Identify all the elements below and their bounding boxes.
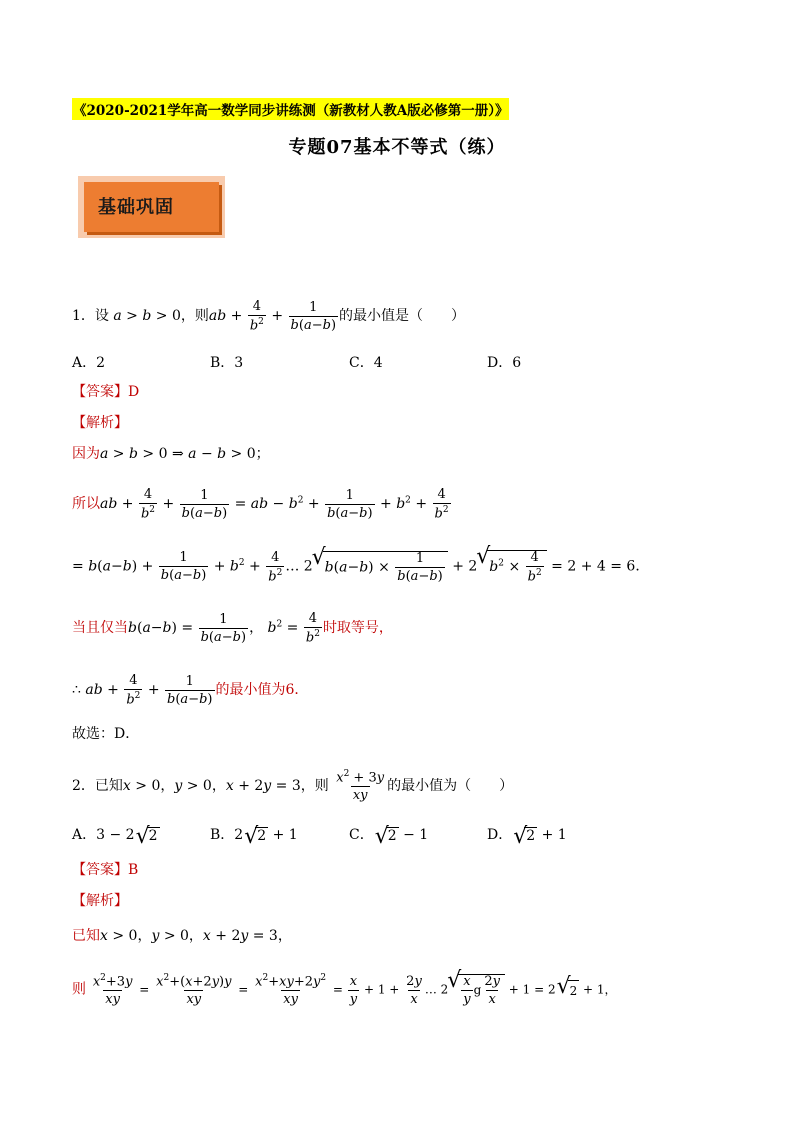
q1-equality-line: 当且仅当b(a−b) = $\frac{1}{b(a-b)}$ ， $b^2$ = $\frac{4}{b^2}$ 时取等号， [72,611,393,646]
q2-option-d: D．√ 2 + 1 [487,824,567,844]
q2-analysis-label: 【解析】 [72,893,128,909]
q1-because-word: 因为 [72,446,100,462]
page-title: 专题07基本不等式（练） [288,137,506,158]
q2-stem: 2．已知x > 0，y > 0，x + 2y = 3，则 $\frac{x^2 + 3y}{xy}$ 的最小值为（ ） [72,769,514,804]
q2-then-line: 则 $\frac{x^2+3y}{xy}$ = $\frac{x^2+(x+2y)y}{xy}$ = $\frac{x^2+xy+2y^2}{xy}$ = $\frac{x}{y}$ + 1 + $\frac{2y}{x}$ … 2 √ $\frac{x}{y}$ g $\frac{2y}{x}$ + 1 = 2√ 2 + 1， [72,974,617,1006]
section-badge [78,176,225,238]
q2-then-word: 则 [72,981,86,998]
q1-stem-prefix: 1．设 [72,308,109,325]
q1-equality-suffix: 时取等号， [322,620,393,637]
q1-conclusion-suffix: 的最小值为6． [215,682,309,699]
q2-option-c-label: C． [349,827,374,843]
q1-choose: 故选：D． [72,726,140,742]
q2-option-b: B．2√ 2 + 1 [210,824,298,844]
badge-label: 基础巩固 [98,197,174,218]
q2-option-d-label: D． [487,827,513,843]
q2-stem-prefix: 2．已知 [72,778,123,795]
q1-ineq-line: = b(a−b) + $\frac{1}{b(a-b)}$ + $b^2$ + $\frac{4}{b^2}$ … 2√ b(a−b) × $\frac{1}{b(a-b)}$ + 2√ $b^2$ × $\frac{4}{b^2}$ = 2 + 4 = 6． [72,550,649,583]
q1-equality-word: 当且仅当 [72,620,128,637]
q1-option-c: C．4 [349,355,383,371]
q2-answer: 【答案】B [72,862,139,878]
q2-given-word: 已知 [72,928,100,944]
q2-given: 已知x > 0，y > 0，x + 2y = 3， [72,928,292,944]
series-header: 《2020-2021学年高一数学同步讲练测（新教材人教A版必修第一册）》 [72,98,509,120]
q2-option-b-label: B． [210,827,235,843]
q1-answer: 【答案】D [72,384,140,400]
q2-option-a-label: A． [72,827,97,843]
q1-stem-suffix: 的最小值是（ ） [339,308,466,325]
q1-conclusion-line: ∴ ab + $\frac{4}{b^2}$ + $\frac{1}{b(a-b)}$ 的最小值为6． [72,673,309,708]
q1-so-word: 所以 [72,496,100,513]
q1-because: 因为a > b > 0 ⇒ a − b > 0； [72,446,270,462]
q2-stem-mid: ，则 [300,778,329,795]
q2-option-a: A．3 − 2√ 2 [72,824,160,844]
q2-option-c: C．√ 2 − 1 [349,824,428,844]
q2-stem-suffix: 的最小值为（ ） [387,778,514,795]
q1-so-line: 所以ab + $\frac{4}{b^2}$ + $\frac{1}{b(a-b)}$ = ab − $b^2$ + $\frac{1}{b(a-b)}$ + $b^2$ + $\frac{4}{b^2}$ [72,487,449,522]
q1-option-a: A．2 [72,355,106,371]
q1-option-d: D．6 [487,355,522,371]
q1-analysis-label: 【解析】 [72,415,128,431]
q1-stem: 1．设 a > b > 0，则ab + $\frac{4}{b^2}$ + $\frac{1}{b(a-b)}$ 的最小值是（ ） [72,299,466,334]
q1-option-b: B．3 [210,355,244,371]
